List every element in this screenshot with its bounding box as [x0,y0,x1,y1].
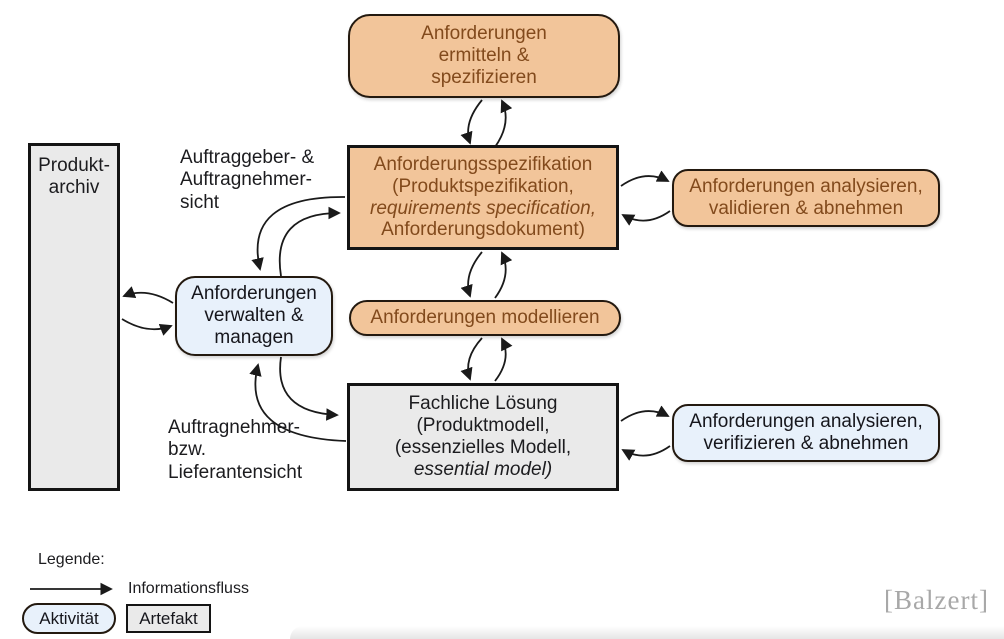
node-line: Anforderungen [191,283,317,305]
label-line: Auftragnehmer- [168,417,301,438]
node-line: (Produktspezifikation, [392,175,574,197]
node-line: managen [214,326,294,348]
node-line: validieren & abnehmen [708,198,904,219]
node-requirements-specification-artifact [347,145,619,250]
node-manage-requirements-activity [175,276,333,356]
node-line: Anforderungsdokument) [381,219,585,241]
arrow-manage-to-spec [280,213,339,276]
node-elicit-specify-activity [348,14,620,98]
node-line: Anforderungen modellieren [370,307,600,329]
node-line: ermitteln & [438,45,530,67]
node-product-archive-artifact [28,143,120,491]
node-line: requirements specification, [370,197,596,219]
arrow-verify-to-solution [623,446,670,456]
node-line: Anforderungsspezifikation [373,153,593,175]
arrow-validate-to-spec [623,211,670,221]
legend-activity-label: Aktivität [39,608,99,628]
node-line: spezifizieren [431,66,537,88]
node-line: Produkt- [38,155,110,176]
bottom-page-shadow [290,626,1004,639]
label-line: Auftraggeber- & [180,147,315,168]
arrow-archive-to-manage [122,319,171,329]
arrow-model-to-solution [468,338,482,379]
node-analyze-validate-activity [672,169,940,227]
legend-activity-sample [22,603,116,634]
legend-artifact-label: Artefakt [139,608,198,628]
arrow-manage-to-archive [124,293,173,303]
legend-artifact-sample [126,604,211,633]
node-line: (essenzielles Modell, [394,437,572,458]
arrow-spec-to-model [468,252,482,296]
label-line: bzw. [168,439,207,461]
legend-title: Legende: [38,551,105,568]
arrow-elicit-to-spec [468,100,482,143]
node-line: Anforderungen analysieren, [689,411,923,433]
node-line: essential model) [413,458,553,480]
node-functional-solution-artifact [347,383,619,491]
node-analyze-verify-activity [672,404,940,462]
arrow-manage-to-solution [280,357,337,415]
arrow-solution-to-model [495,339,506,381]
label-line: Auftragnehmer- [180,169,313,191]
label-client-contractor-view [180,147,314,214]
node-model-requirements-activity [349,300,621,336]
node-line: archiv [48,176,100,198]
arrow-spec-to-elicit [495,101,506,147]
node-line: Anforderungen analysieren, [689,176,923,198]
source-credit: [Balzert] [884,585,989,615]
node-line: Fachliche Lösung [408,393,558,415]
label-contractor-supplier-view [168,417,302,484]
arrow-spec-to-validate [621,176,668,186]
label-line: Lieferantensicht [168,461,303,483]
node-line: verwalten & [204,305,304,327]
arrow-model-to-spec [495,253,506,298]
legend-informationsfluss-label: Informationsfluss [128,580,249,597]
arrow-solution-to-verify [621,411,668,421]
node-line: (Produktmodell, [416,415,550,437]
label-line: sicht [180,191,220,213]
node-line: Anforderungen [421,23,547,45]
node-line: verifizieren & abnehmen [703,433,909,454]
